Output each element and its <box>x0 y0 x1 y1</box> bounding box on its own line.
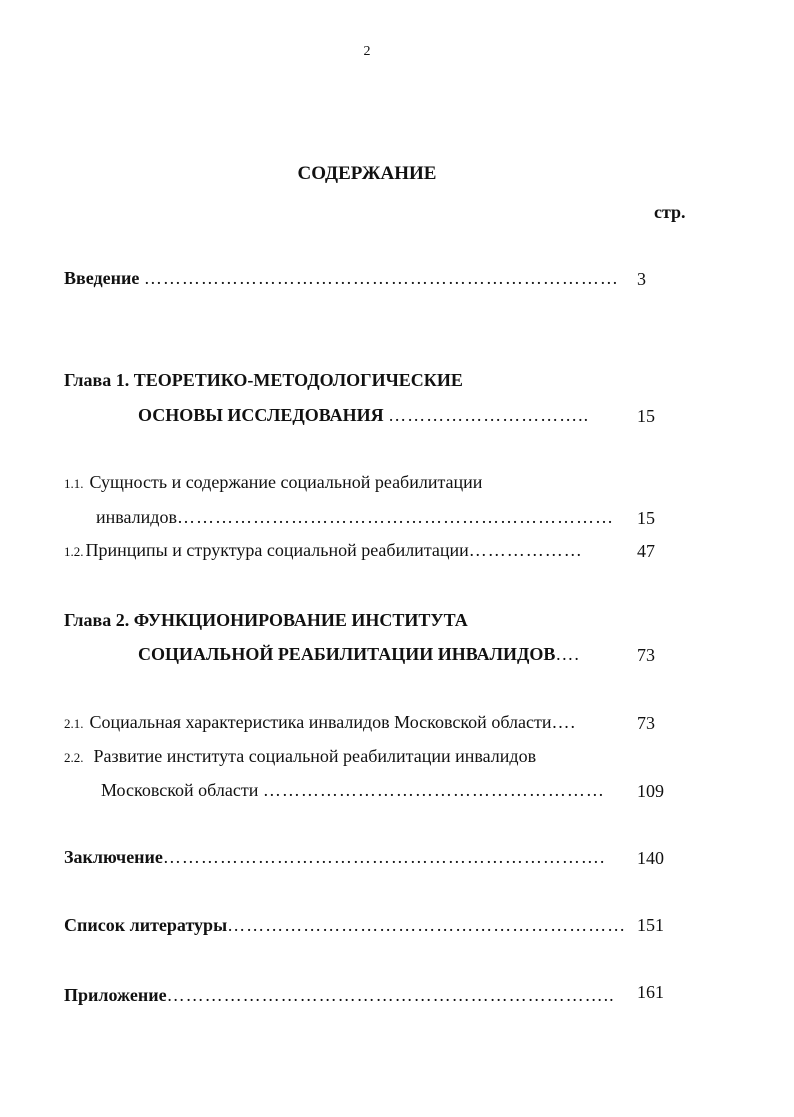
toc-leader-dots: …. <box>555 644 580 664</box>
toc-entry-label: Социальная характеристика инвалидов Московской области <box>89 712 552 732</box>
toc-section-1-1-line1[interactable] <box>64 472 482 493</box>
toc-entry-label: Заключение <box>64 847 163 867</box>
toc-entry-conclusion[interactable] <box>64 847 605 868</box>
toc-page-references: 151 <box>637 915 664 935</box>
toc-chapter2-line2[interactable] <box>138 644 580 665</box>
section-number: 1.2. <box>64 544 84 559</box>
section-number: 1.1. <box>64 476 84 491</box>
section-number: 2.2. <box>64 750 84 765</box>
toc-page-chapter2: 73 <box>637 645 655 665</box>
toc-page-chapter1: 15 <box>637 406 655 426</box>
toc-page-section-2-1: 73 <box>637 713 655 733</box>
toc-entry-label: инвалидов <box>96 507 177 527</box>
toc-chapter1-line2[interactable] <box>138 405 589 426</box>
toc-entry-label: Сущность и содержание социальной реабилитации <box>89 472 483 492</box>
toc-entry-label: ОСНОВЫ ИССЛЕДОВАНИЯ <box>138 405 384 425</box>
toc-leader-dots: …………………………………………………………… <box>176 507 614 527</box>
toc-leader-dots: ……………………………………………… <box>262 780 605 800</box>
toc-section-2-1[interactable] <box>64 712 576 733</box>
toc-page-section-1-1: 15 <box>637 508 655 528</box>
toc-entry-label: Принципы и структура социальной реабилитации <box>85 540 469 560</box>
toc-page-conclusion: 140 <box>637 848 664 868</box>
page-number: 2 <box>363 44 371 59</box>
toc-entry-references[interactable] <box>64 915 626 936</box>
toc-entry-label: Введение <box>64 268 140 288</box>
toc-chapter2-line1[interactable]: Глава 2. ФУНКЦИОНИРОВАНИЕ ИНСТИТУТА <box>64 610 468 630</box>
toc-entry-label: Московской области <box>101 780 259 800</box>
toc-entry-appendix[interactable] <box>64 985 615 1006</box>
toc-entry-label: Приложение <box>64 985 167 1005</box>
toc-entry-label: СОЦИАЛЬНОЙ РЕАБИЛИТАЦИИ ИНВАЛИДОВ <box>138 644 556 664</box>
toc-page-intro: 3 <box>637 269 646 289</box>
toc-leader-dots: ………………………….. <box>388 405 590 425</box>
toc-leader-dots: ……………………………………………………………. <box>162 847 606 867</box>
toc-leader-dots: ………………………………………………………………… <box>143 268 619 288</box>
toc-entry-label: Развитие института социальной реабилитации инвалидов <box>93 746 537 766</box>
toc-leader-dots: ……………… <box>468 540 583 560</box>
toc-entry-intro[interactable] <box>64 268 619 289</box>
toc-section-2-2-line1[interactable] <box>64 746 536 767</box>
toc-section-2-2-line2[interactable] <box>101 780 605 801</box>
toc-section-1-2[interactable] <box>64 540 583 561</box>
section-number: 2.1. <box>64 716 84 731</box>
toc-chapter1-line1[interactable]: Глава 1. ТЕОРЕТИКО-МЕТОДОЛОГИЧЕСКИЕ <box>64 370 463 390</box>
toc-entry-label: Список литературы <box>64 915 228 935</box>
toc-page-appendix: 161 <box>637 982 664 1002</box>
page-column-label: стр. <box>654 202 686 222</box>
toc-section-1-1-line2[interactable] <box>96 507 614 528</box>
page-title: СОДЕРЖАНИЕ <box>297 163 437 184</box>
toc-leader-dots: …………………………………………………………….. <box>166 985 615 1005</box>
toc-leader-dots: ……………………………………………………… <box>227 915 627 935</box>
toc-page-section-2-2: 109 <box>637 781 664 801</box>
toc-leader-dots: …. <box>551 712 576 732</box>
toc-page-section-1-2: 47 <box>637 541 655 561</box>
